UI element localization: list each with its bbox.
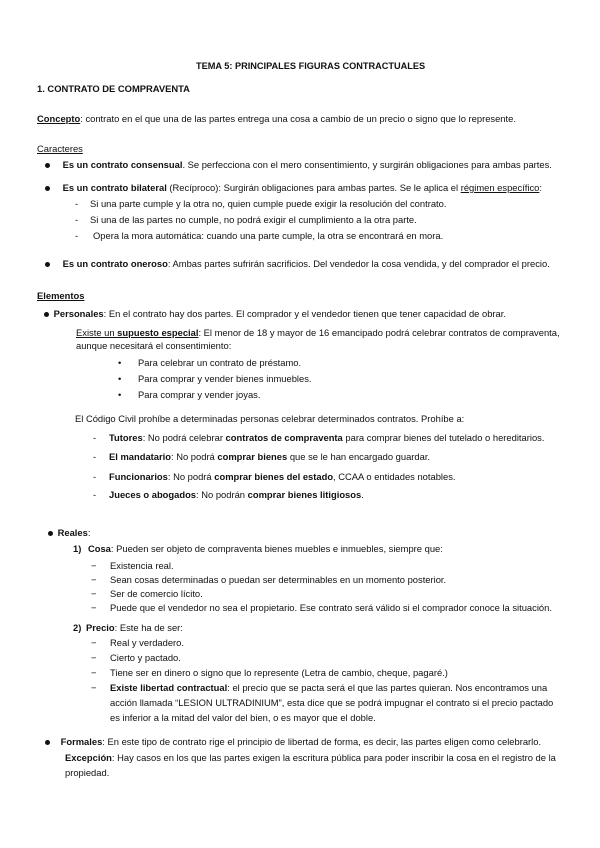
list-item xyxy=(91,652,181,663)
prohibe-paragraph: El Código Civil prohíbe a determinadas personas celebrar determinados contratos. Prohíbe a: xyxy=(75,413,465,424)
elementos-heading: Elementos xyxy=(37,290,85,301)
formales-text: : En este tipo de contrato rige el principio de libertad de forma, es decir, las partes eligen como celebrarlo. xyxy=(102,736,542,747)
prohibe-t1: : No podrá xyxy=(167,471,215,482)
supuesto-item: Para comprar y vender joyas. xyxy=(138,389,261,400)
bullet-marker: • xyxy=(118,373,122,384)
dash-marker: - xyxy=(75,214,79,225)
dash-marker: − xyxy=(91,637,97,648)
oneroso-bold: Es un contrato oneroso xyxy=(62,258,168,269)
dash-marker: - xyxy=(75,198,79,209)
bilateral-item: Opera la mora automática: cuando una parte cumple, la otra se encontrará en mora. xyxy=(93,230,444,241)
page-title: TEMA 5: PRINCIPALES FIGURAS CONTRACTUALES xyxy=(196,61,426,71)
supuesto-especial: supuesto especial xyxy=(117,327,199,338)
bilateral-item: Si una parte cumple y la otra no, quien cumple puede exigir la resolución del contrato. xyxy=(90,198,447,209)
prohibe-t1: : No podrán xyxy=(196,489,248,500)
bullet-reales xyxy=(48,527,90,538)
bullet-personales xyxy=(44,308,506,319)
list-item xyxy=(118,373,312,384)
supuesto-especial-line2: aunque necesitará el consentimiento: xyxy=(76,340,232,351)
concepto-paragraph xyxy=(37,113,516,124)
regimen-especifico: régimen específico xyxy=(460,182,540,193)
excepcion-text: : Hay casos en los que las partes exigen la escritura pública para poder inscribir la cosa en el registro de la xyxy=(111,752,556,763)
dash-marker: - xyxy=(93,489,97,500)
list-item xyxy=(93,432,545,443)
libertad-line3: es inferior a la mitad del valor del bien, o es mayor que el doble. xyxy=(110,712,376,723)
bullet-icon xyxy=(45,163,50,168)
bullet-formales xyxy=(45,736,541,747)
cosa-heading xyxy=(73,543,443,554)
supuesto-u1: Existe un xyxy=(76,327,118,338)
personales-bold: Personales xyxy=(53,308,104,319)
reales-bold: Reales xyxy=(57,527,88,538)
dash-marker: − xyxy=(91,560,97,571)
precio-num: 2) xyxy=(73,622,82,633)
reales-text: : xyxy=(87,527,91,538)
list-item xyxy=(118,357,302,368)
excepcion-line1 xyxy=(65,752,556,763)
list-item xyxy=(75,198,447,209)
prohibe-b1: Jueces o abogados xyxy=(109,489,197,500)
concepto-label: Concepto xyxy=(37,113,81,124)
supuesto-item: Para celebrar un contrato de préstamo. xyxy=(138,357,302,368)
caracteres-heading: Caracteres xyxy=(37,143,83,154)
bilateral-tail: : xyxy=(539,182,542,193)
prohibe-b2: contratos de compraventa xyxy=(225,432,343,443)
prohibe-b2: comprar bienes xyxy=(217,451,288,462)
formales-bold: Formales xyxy=(60,736,103,747)
prohibe-t2: que se le han encargado guardar. xyxy=(287,451,431,462)
prohibe-t2: para comprar bienes del tutelado o hereditarios. xyxy=(342,432,545,443)
consensual-bold: Es un contrato consensual xyxy=(62,159,183,170)
precio-heading xyxy=(73,622,183,633)
precio-bold: Precio xyxy=(85,622,115,633)
list-item xyxy=(75,230,444,241)
prohibe-t2: . xyxy=(361,489,364,500)
dash-marker: − xyxy=(91,682,97,693)
list-item xyxy=(91,602,552,613)
libertad-bold: Existe libertad contractual xyxy=(110,682,228,693)
dash-marker: − xyxy=(91,652,97,663)
bullet-icon xyxy=(45,186,50,191)
list-item xyxy=(93,451,431,462)
prohibe-t1: : No podrá xyxy=(171,451,218,462)
list-item xyxy=(91,667,448,678)
cosa-text: : Pueden ser objeto de compraventa bienes muebles e inmuebles, siempre que: xyxy=(110,543,443,554)
bullet-marker: • xyxy=(118,389,122,400)
dash-marker: − xyxy=(91,602,97,613)
dash-marker: - xyxy=(93,432,97,443)
libertad-line1: : el precio que se pacta será el que las partes quieran. Nos encontramos una xyxy=(227,682,548,693)
bilateral-text: (Recíproco): Surgirán obligaciones para ambas partes. Se le aplica el xyxy=(166,182,461,193)
list-item xyxy=(93,471,456,482)
bullet-oneroso xyxy=(45,258,550,269)
excepcion-bold: Excepción xyxy=(65,752,112,763)
bullet-marker: • xyxy=(118,357,122,368)
supuesto-especial-line1 xyxy=(76,327,560,338)
cosa-item: Puede que el vendedor no sea el propietario. Ese contrato será válido si el comprador conoce la situación. xyxy=(110,602,552,613)
supuesto-item: Para comprar y vender bienes inmuebles. xyxy=(138,373,312,384)
bullet-consensual xyxy=(45,159,552,170)
dash-marker: − xyxy=(91,574,97,585)
excepcion-line2: propiedad. xyxy=(65,767,110,778)
concepto-text: : contrato en el que una de las partes entrega una cosa a cambio de un precio o signo que lo represente. xyxy=(80,113,516,124)
libertad-line2: acción llamada “LESION ULTRADINIUM”, esta dice que se podrá impugnar el contrato si el precio pactado xyxy=(110,697,554,708)
supuesto-text1: : El menor de 18 y mayor de 16 emancipado podrá celebrar contratos de compraventa, xyxy=(198,327,560,338)
list-item xyxy=(91,574,447,585)
list-item xyxy=(91,588,203,599)
precio-item: Cierto y pactado. xyxy=(110,652,181,663)
list-item xyxy=(91,560,174,571)
list-item xyxy=(118,389,261,400)
cosa-item: Ser de comercio lícito. xyxy=(110,588,203,599)
bullet-icon xyxy=(45,740,50,745)
consensual-text: . Se perfecciona con el mero consentimiento, y surgirán obligaciones para ambas partes. xyxy=(182,159,552,170)
bullet-icon xyxy=(48,531,53,536)
list-item xyxy=(91,637,184,648)
dash-marker: - xyxy=(75,230,79,241)
section-heading-compraventa: 1. CONTRATO DE COMPRAVENTA xyxy=(37,83,190,94)
personales-text: : En el contrato hay dos partes. El comprador y el vendedor tienen que tener capacidad de obrar. xyxy=(103,308,506,319)
bullet-icon xyxy=(45,262,50,267)
oneroso-text: : Ambas partes sufrirán sacrificios. Del vendedor la cosa vendida, y del comprador el precio. xyxy=(167,258,550,269)
bullet-bilateral xyxy=(45,182,542,193)
list-item-libertad xyxy=(91,682,548,693)
prohibe-t1: : No podrá celebrar xyxy=(142,432,226,443)
dash-marker: - xyxy=(93,471,97,482)
cosa-item: Sean cosas determinadas o puedan ser determinables en un momento posterior. xyxy=(110,574,447,585)
prohibe-b2: comprar bienes del estado xyxy=(214,471,334,482)
prohibe-b1: El mandatario xyxy=(109,451,171,462)
dash-marker: − xyxy=(91,588,97,599)
prohibe-b1: Tutores xyxy=(109,432,143,443)
dash-marker: - xyxy=(93,451,97,462)
cosa-item: Existencia real. xyxy=(110,560,174,571)
bilateral-item: Si una de las partes no cumple, no podrá exigir el cumplimiento a la otra parte. xyxy=(90,214,417,225)
list-item xyxy=(93,489,364,500)
cosa-bold: Cosa xyxy=(87,543,111,554)
prohibe-b2: comprar bienes litigiosos xyxy=(247,489,362,500)
list-item xyxy=(75,214,417,225)
dash-marker: − xyxy=(91,667,97,678)
bilateral-bold: Es un contrato bilateral xyxy=(62,182,167,193)
cosa-num: 1) xyxy=(73,543,82,554)
bullet-icon xyxy=(44,312,49,317)
precio-text: : Este ha de ser: xyxy=(114,622,183,633)
prohibe-b1: Funcionarios xyxy=(109,471,168,482)
prohibe-t2: , CCAA o entidades notables. xyxy=(333,471,456,482)
precio-item: Real y verdadero. xyxy=(110,637,184,648)
precio-item: Tiene ser en dinero o signo que lo represente (Letra de cambio, cheque, pagaré.) xyxy=(110,667,448,678)
